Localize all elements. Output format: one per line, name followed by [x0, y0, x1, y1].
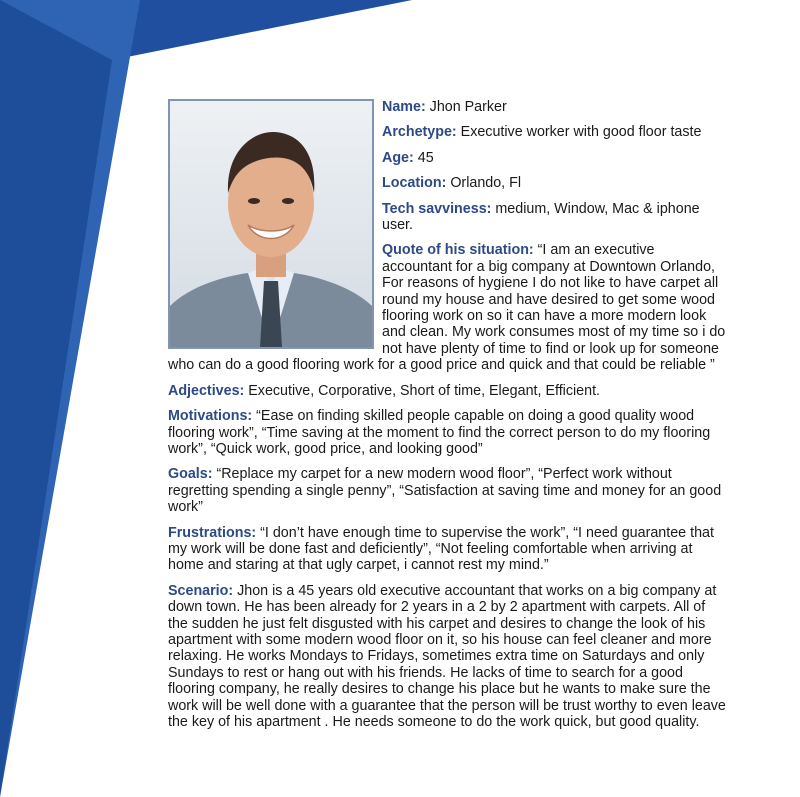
adjectives-label: Adjectives: [168, 382, 245, 399]
goals-field [168, 466, 728, 515]
adjectives-field [168, 383, 728, 399]
frustrations-field [168, 525, 728, 574]
motivations-field [168, 408, 728, 457]
tech-savviness-value: medium, Window, Mac & iphone user. [382, 200, 700, 234]
left-blue-shadow [0, 0, 112, 797]
name-value: Jhon Parker [425, 99, 507, 115]
archetype-label: Archetype: [382, 124, 457, 141]
motivations-label: Motivations: [168, 408, 253, 425]
scenario-value: Jhon is a 45 years old executive accountant that works on a big company at down town. He has been already for 2 years in a 2 by 2 apartment with carpets. All of the sudden he just felt disgusted with his carpet and desires to change the look of his apartment with some modern wood floor on it, so his house can feel cleaner and more relaxing. He works Mondays to Fridays, sometimes extra time on Saturdays and only Sundays to rest or hang out with his friends. He lacks of time to search for a good flooring company, he really desires to change his place but he wants to make sure the work will be well done with a guarantee that the person will be trust worthy to even leave the key of his apartment . He needs someone to do the work quick, but good quality. [168, 582, 726, 730]
location-value: Orlando, Fl [446, 175, 522, 192]
location-label: Location: [382, 175, 447, 192]
tech-savviness-label: Tech savviness: [382, 200, 492, 217]
scenario-label: Scenario: [168, 582, 234, 599]
quote-value: “I am an executive accountant for a big company at Downtown Orlando, For reasons of hygiene I do not like to have carpet all round my house and have desired to get some wood flooring work on so it can have a more modern look and clean. My work consumes most of my time so i do not have plenty of time to find or look up for someone who can do a good flooring work for a good price and quick and that could be reliable ” [168, 242, 726, 374]
persona-card [168, 99, 728, 739]
scenario-field [168, 583, 728, 731]
frustrations-label: Frustrations: [168, 524, 257, 541]
persona-photo [168, 99, 374, 349]
frustrations-value: “I don’t have enough time to supervise the work”, “I need guarantee that my work will be done fast and deficiently”, “Not feeling comfortable when arriving at home and staring at that ugly carpet, i cannot rest my mind.” [168, 524, 714, 574]
name-label: Name: [382, 99, 426, 115]
man-portrait-image [170, 101, 372, 347]
quote-label: Quote of his situation: [382, 242, 534, 259]
archetype-value: Executive worker with good floor taste [456, 124, 702, 141]
adjectives-value: Executive, Corporative, Short of time, Elegant, Efficient. [244, 382, 601, 399]
motivations-value: “Ease on finding skilled people capable on doing a good quality wood flooring work”, “Time saving at the moment to find the correct person to do my flooring work”, “Quick work, good price, and looking good” [168, 408, 711, 457]
goals-label: Goals: [168, 466, 213, 483]
age-value: 45 [413, 149, 434, 166]
goals-value: “Replace my carpet for a new modern wood floor”, “Perfect work without regretting spending a single penny”, “Satisfaction at saving time and money for an good work” [168, 466, 722, 516]
age-label: Age: [382, 149, 414, 166]
